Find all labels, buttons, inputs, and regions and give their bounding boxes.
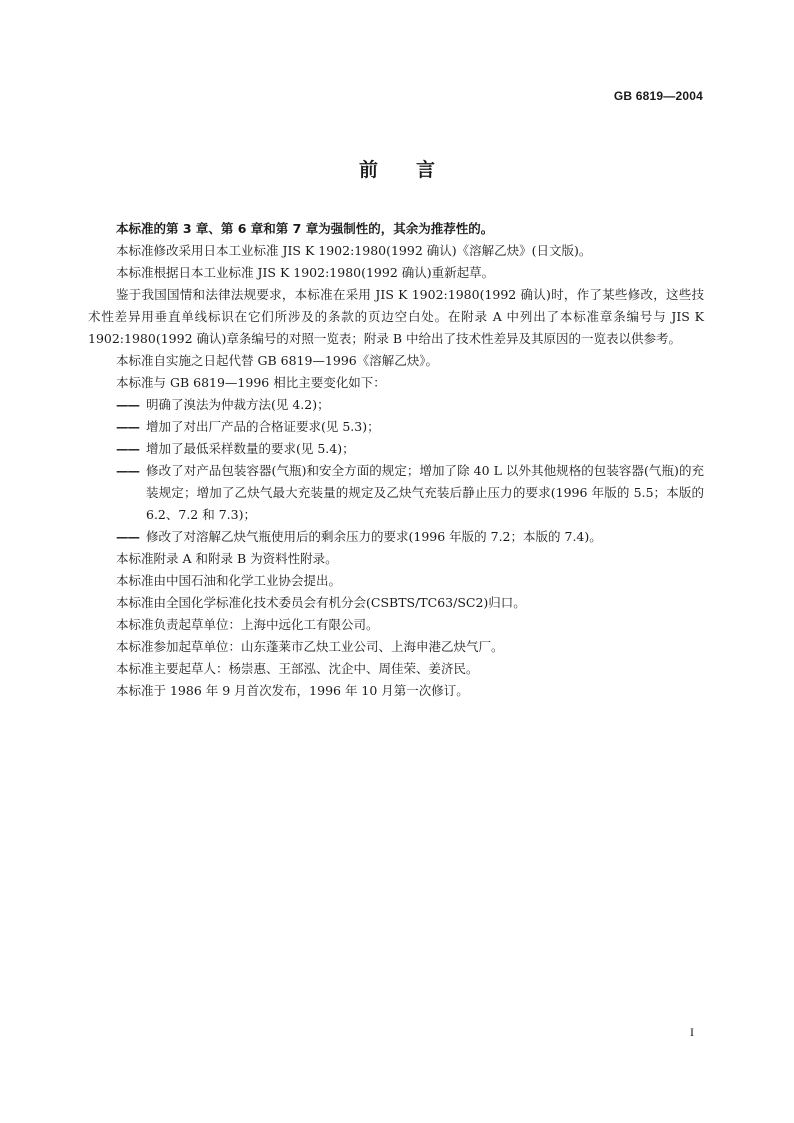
technical-differences-paragraph: 鉴于我国国情和法律法规要求，本标准在采用 JIS K 1902:1980(1992 确认)时，作了某些修改，这些技术性差异用垂直单线标识在它们所涉及的条款的页边空白处。在附录 A 中列出了本标准章条编号与 JIS K 1902:1980(1992 确认)章条编号的对照一览表；附录 B 中给出了技术性差异及其原因的一览表以供参考。 [88, 287, 704, 346]
list-item-text: 增加了对出厂产品的合格证要求(见 5.3)； [146, 419, 380, 434]
standard-number: GB 6819—2004 [613, 89, 703, 103]
replacement-statement: 本标准自实施之日起代替 GB 6819—1996《溶解乙炔》。 [116, 353, 438, 368]
adoption-statement: 本标准修改采用日本工业标准 JIS K 1902:1980(1992 确认)《溶解乙炔》(日文版)。 [116, 243, 592, 258]
list-item [88, 416, 704, 438]
list-item-text: 明确了溴法为仲裁方法(见 4.2)； [146, 397, 330, 412]
dash-marker: —— [116, 529, 139, 544]
list-item-text: 增加了最低采样数量的要求(见 5.4)； [146, 441, 355, 456]
annex-statement: 本标准附录 A 和附录 B 为资料性附录。 [116, 551, 338, 566]
changes-list [88, 394, 704, 548]
dash-marker: —— [116, 463, 139, 478]
title-char: 前 [358, 159, 378, 181]
committee-statement: 本标准由全国化学标准化技术委员会有机分会(CSBTS/TC63/SC2)归口。 [116, 595, 526, 610]
list-item [88, 526, 704, 548]
main-drafters-statement: 本标准主要起草人：杨崇惠、王部泓、沈企中、周佳荣、姜济民。 [116, 661, 479, 676]
title-char: 言 [416, 159, 436, 181]
publication-history-statement: 本标准于 1986 年 9 月首次发布，1996 年 10 月第一次修订。 [116, 683, 469, 698]
dash-marker: —— [116, 419, 139, 434]
list-item [88, 394, 704, 416]
participating-drafters-statement: 本标准参加起草单位：山东蓬莱市乙炔工业公司、上海申港乙炔气厂。 [116, 639, 504, 654]
dash-marker: —— [116, 441, 139, 456]
proposer-statement: 本标准由中国石油和化学工业协会提出。 [116, 573, 342, 588]
changes-intro: 本标准与 GB 6819—1996 相比主要变化如下： [116, 375, 386, 390]
mandatory-clause-statement: 本标准的第 3 章、第 6 章和第 7 章为强制性的，其余为推荐性的。 [116, 221, 494, 236]
dash-marker: —— [116, 397, 139, 412]
page-title [0, 155, 794, 182]
drafting-basis-statement: 本标准根据日本工业标准 JIS K 1902:1980(1992 确认)重新起草。 [116, 265, 495, 280]
list-item-text: 修改了对溶解乙炔气瓶使用后的剩余压力的要求(1996 年版的 7.2；本版的 7.4)。 [146, 529, 602, 544]
list-item [88, 438, 704, 460]
foreword-body [88, 218, 704, 702]
page-number: I [690, 1025, 694, 1039]
list-item [88, 460, 704, 526]
lead-drafter-statement: 本标准负责起草单位：上海中远化工有限公司。 [116, 617, 379, 632]
list-item-text: 修改了对产品包装容器(气瓶)和安全方面的规定；增加了除 40 L 以外其他规格的包装容器(气瓶)的充装规定；增加了乙炔气最大充装量的规定及乙炔气充装后静止压力的要求(1996 年版的 5.5；本版的 6.2、7.2 和 7.3)； [146, 463, 704, 522]
